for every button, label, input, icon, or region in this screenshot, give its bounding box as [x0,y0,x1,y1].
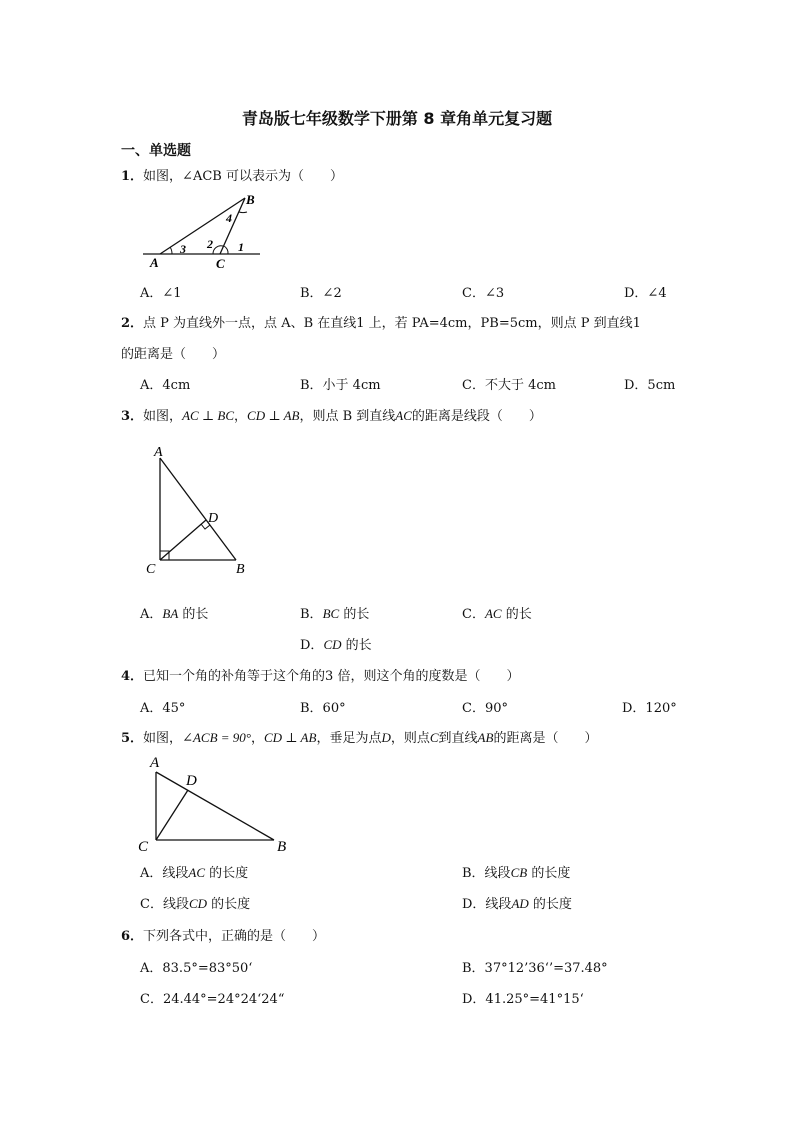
question-text: ，则点 [390,731,430,746]
question-text: 下列各式中，正确的是（ ） [143,929,326,944]
q4-option-c[interactable]: C．90° [462,701,508,716]
question-1-stem [121,165,343,184]
math-expression: AC [395,408,412,423]
q6-option-c[interactable]: C．24.44°=24°24‘24“ [140,992,285,1007]
q5-option-d[interactable] [462,893,572,912]
label-b: B [277,839,287,855]
math-expression: CD ⊥ AB [247,408,300,423]
q2-option-d[interactable]: D．5cm [624,378,676,393]
question-number: 5． [121,731,144,746]
math-expression: AC [188,865,206,880]
option-prefix: C． [462,607,485,622]
label-a: A [150,755,160,771]
question-text: 已知一个角的补角等于这个角的3 倍，则这个角的度数是（ ） [143,669,520,684]
math-expression: D [381,730,391,745]
q6-option-a[interactable]: A．83.5°=83°50‘ [140,961,253,976]
figure-right-triangle-q3 [140,440,255,580]
angle-arc-4 [239,212,247,213]
question-4-stem [121,665,519,684]
question-number: 4． [121,669,144,684]
label-b: B [236,562,245,577]
label-d: D [208,511,219,526]
option-suffix: 的长度 [532,897,572,912]
q4-option-b[interactable]: B．60° [300,701,346,716]
figure-right-triangle-q5 [134,750,294,858]
q6-option-b[interactable]: B．37°12’36‘’=37.48° [462,961,608,976]
label-angle-1: 1 [238,240,244,254]
q2-option-a[interactable]: A．4cm [140,378,191,393]
separator: ， [234,409,248,424]
question-6-stem [121,925,325,944]
math-expression: CD [188,896,208,911]
label-c: C [138,839,149,855]
question-text: 如图， [143,731,183,746]
question-text: 如图， [143,409,183,424]
q5-option-c[interactable] [140,893,250,912]
option-prefix: C．线段 [140,897,189,912]
label-a: A [150,255,159,270]
question-5-stem [121,727,597,746]
question-number: 3． [121,409,144,424]
option-suffix: 的长 [505,607,532,622]
q2-option-c[interactable]: C．不大于 4cm [462,378,556,393]
q4-option-a[interactable]: A．45° [140,701,186,716]
math-expression: AC [484,606,502,621]
math-expression: ∠ACB = 90° [182,730,251,745]
label-d: D [186,773,197,789]
q3-option-d[interactable] [300,634,372,653]
q5-option-a[interactable] [140,862,248,881]
segment-ab [156,772,274,840]
q4-option-d[interactable]: D．120° [622,701,677,716]
label-angle-3: 3 [180,242,186,256]
option-suffix: 的长度 [211,897,251,912]
math-expression: AB [477,730,494,745]
section-heading: 一、单选题 [121,143,191,159]
option-suffix: 的长度 [209,866,249,881]
math-expression: CD [323,637,342,652]
q1-option-c[interactable]: C．∠3 [462,286,505,301]
question-text: 的距离是（ ） [493,731,598,746]
label-angle-2: 2 [207,237,213,251]
option-prefix: A．线段 [140,866,189,881]
page-title: 青岛版七年级数学下册第 8 章角单元复习题 [241,109,553,128]
q1-option-a[interactable]: A．∠1 [140,286,182,301]
math-expression: AC ⊥ BC [182,408,235,423]
math-expression: C [429,730,439,745]
q3-option-c[interactable] [462,603,532,622]
option-suffix: 的长 [343,607,370,622]
option-suffix: 的长度 [531,866,571,881]
label-a: A [154,445,163,460]
angle-arc-1 [224,246,228,254]
segment-ab [160,458,236,560]
angle-arc-3 [170,247,172,254]
question-3-stem [121,405,542,424]
math-expression: CD ⊥ AB [264,730,317,745]
question-number: 6． [121,929,144,944]
math-expression: AD [511,896,529,911]
question-text: 如图，∠ACB 可以表示为（ ） [143,169,343,184]
option-suffix: 的长 [182,607,209,622]
math-expression: BA [162,606,179,621]
label-c: C [146,562,156,577]
question-2-stem-cont: 的距离是（ ） [121,347,226,362]
option-prefix: B． [300,607,323,622]
option-suffix: 的长 [345,638,372,653]
option-prefix: B．线段 [462,866,511,881]
option-prefix: D． [300,638,324,653]
question-text: ，垂足为点 [316,731,382,746]
q6-option-d[interactable]: D．41.25°=41°15‘ [462,992,584,1007]
question-text: 到直线 [438,731,478,746]
q2-option-b[interactable]: B．小于 4cm [300,378,381,393]
option-prefix: A． [140,607,163,622]
label-angle-4: 4 [226,211,232,225]
question-text: 的距离是线段（ ） [411,409,542,424]
q3-option-b[interactable] [300,603,369,622]
segment-cd [160,520,206,560]
q3-option-a[interactable] [140,603,208,622]
option-prefix: D．线段 [462,897,512,912]
q1-option-b[interactable]: B．∠2 [300,286,342,301]
figure-angle-acb [138,188,268,270]
separator: ， [250,731,264,746]
math-expression: BC [322,606,340,621]
question-2-stem [121,312,641,331]
question-number: 2． [121,316,144,331]
q1-option-d[interactable]: D．∠4 [624,286,667,301]
segment-cd [156,790,188,840]
question-number: 1． [121,169,144,184]
label-b: B [246,192,255,207]
label-c: C [216,256,225,270]
question-text: ，则点 B 到直线 [299,409,396,424]
question-text: 点 P 为直线外一点，点 A、B 在直线1 上，若 PA=4cm，PB=5cm，则点 P 到直线1 [143,316,641,331]
q5-option-b[interactable] [462,862,570,881]
math-expression: CB [510,865,528,880]
